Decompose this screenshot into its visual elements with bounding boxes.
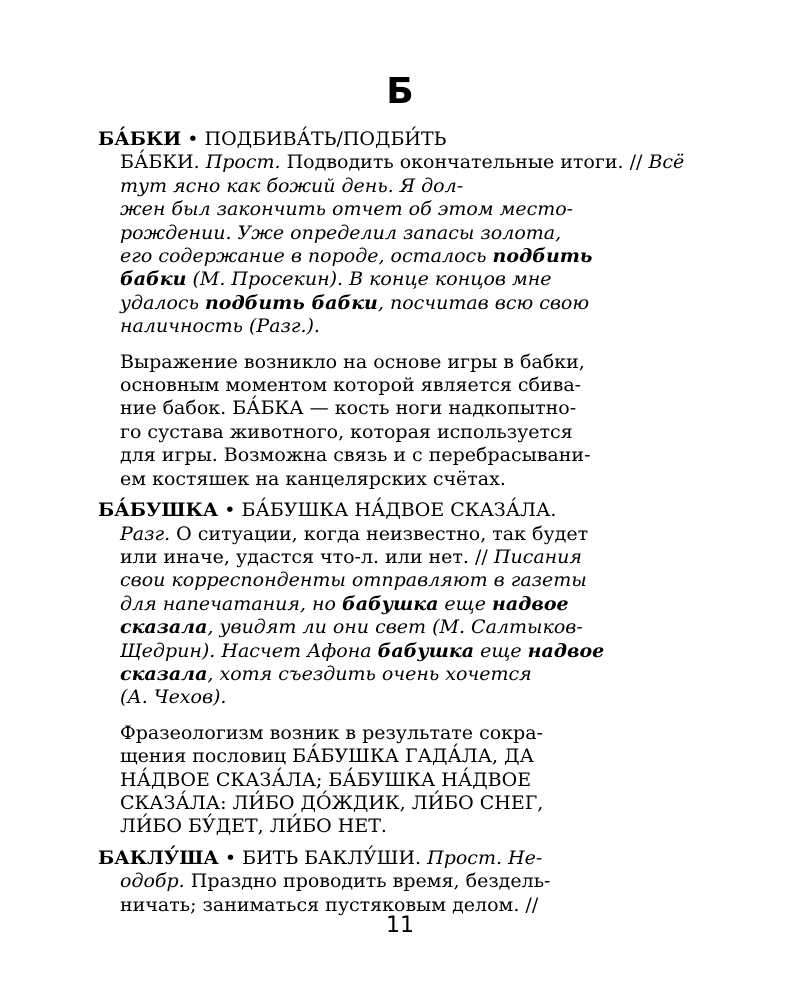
etymology-term: СКАЗА́ЛА: ЛИ́БО ДО́ЖДИК, ЛИ́БО СНЕГ, <box>120 791 544 814</box>
quote-text: его содержание в породе, осталось <box>120 245 493 268</box>
headword: БАКЛУ́ША <box>98 846 219 869</box>
quote-text: (А. Чехов). <box>120 686 227 709</box>
idiom: БА́БУШКА НА́ДВОЕ СКАЗА́ЛА. <box>241 499 557 522</box>
quote-text: , хотя съездить очень хочется <box>207 662 532 685</box>
idiom-continued: БА́БКИ. <box>120 151 200 174</box>
dictionary-entry-baklusha <box>98 847 700 917</box>
quote-idiom: подбить бабки <box>204 291 378 314</box>
quote-text: еще <box>474 639 528 662</box>
etymology-text: щения пословиц <box>120 745 293 768</box>
definition: ничать; заниматься пустяковым делом. <box>120 893 520 916</box>
definition: О ситуации, когда неизвестно, так будет <box>176 522 589 545</box>
quote-text: наличность (Разг.). <box>120 315 320 338</box>
etymology-text: для игры. Возможна связь и с перебрасывани- <box>120 444 591 467</box>
quote-idiom: бабки <box>120 268 187 291</box>
etymology-text: Выражение возникло на основе игры в бабки, <box>120 350 585 373</box>
quote-idiom: сказала <box>120 662 208 685</box>
usage-label: Прост. Не- <box>427 846 543 869</box>
etymology-text: основным моментом которой является сбива- <box>120 374 582 397</box>
quote-text: , увидят ли они свет (М. Салтыков- <box>207 616 583 639</box>
quote-text: еще <box>438 592 492 615</box>
quote-text: рождении. Уже определил запасы золота, <box>120 221 562 244</box>
quote-text: Писания <box>493 545 582 568</box>
quote-idiom: надвое <box>491 592 569 615</box>
headword: БА́БКИ <box>98 128 182 150</box>
quote-idiom: надвое <box>527 639 605 662</box>
etymology-note <box>98 722 700 839</box>
etymology-term: БА́БУШКА ГАДА́ЛА, ДА <box>292 745 534 768</box>
quote-text: для напечатания, но <box>120 592 342 615</box>
headword: БА́БУШКА <box>98 499 219 522</box>
quote-idiom: подбить <box>492 245 593 268</box>
etymology-note <box>98 351 700 491</box>
etymology-text: го сустава животного, которая используется <box>120 420 573 443</box>
quote-text: , посчитав всю свою <box>377 291 590 314</box>
usage-label: Прост. <box>205 151 281 174</box>
quote-idiom: бабушка <box>377 639 475 662</box>
dictionary-entry-babushka <box>98 499 700 710</box>
quote-text: свои корреспонденты отправляют в газеты <box>120 569 587 592</box>
bullet: • <box>224 499 236 522</box>
page-content <box>98 128 700 925</box>
quote-text: Всё тут ясно как божий день. Я дол- <box>120 151 685 197</box>
etymology-term: НА́ДВОЕ СКАЗА́ЛА; БА́БУШКА НА́ДВОЕ <box>120 768 532 791</box>
bullet: • <box>224 846 237 869</box>
section-letter: Б <box>386 71 414 112</box>
idiom: ПОДБИВА́ТЬ/ПОДБИ́ТЬ <box>204 128 447 150</box>
definition: или иначе, удастся что-л. или нет. <box>120 545 469 568</box>
quote-text: удалось <box>120 291 205 314</box>
quote-idiom: бабушка <box>341 592 439 615</box>
etymology-text: ние бабок. <box>120 397 233 420</box>
quote-text: жен был закончить отчет об этом место- <box>120 198 574 221</box>
etymology-term: БА́БКА <box>232 397 304 420</box>
etymology-text: ем костяшек на канцелярских счётах. <box>120 467 506 490</box>
usage-label-continued: одобр. <box>120 870 185 893</box>
quote-separator: // <box>629 151 643 174</box>
quote-separator: // <box>525 893 539 916</box>
page-number: 11 <box>386 913 414 938</box>
usage-label: Разг. <box>120 522 171 545</box>
definition: Праздно проводить время, бездель- <box>190 870 551 893</box>
quote-text: (М. Просекин). В конце концов мне <box>186 268 552 291</box>
bullet: • <box>187 128 199 150</box>
etymology-text: — кость ноги надкопытно- <box>303 397 577 420</box>
quote-idiom: сказала <box>120 616 208 639</box>
etymology-term: ЛИ́БО БУ́ДЕТ, ЛИ́БО НЕТ. <box>120 815 387 838</box>
definition: Подводить окончательные итоги. <box>286 151 624 174</box>
quote-text: Щедрин). Насчет Афона <box>120 639 378 662</box>
quote-separator: // <box>475 545 488 568</box>
idiom: БИТЬ БАКЛУ́ШИ. <box>242 846 422 869</box>
etymology-text: Фразеологизм возник в результате сокра- <box>120 721 543 744</box>
dictionary-entry-babki <box>98 128 700 339</box>
